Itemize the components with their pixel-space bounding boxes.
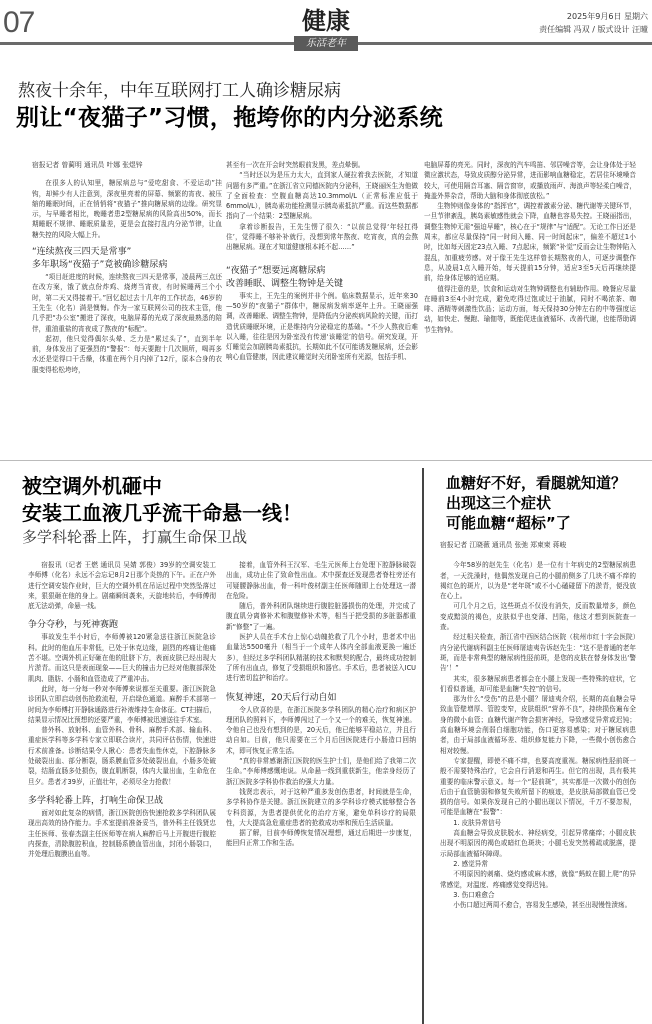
article1-byline: 宿报记者 曾蔺明 通讯员 叶娜 张煜锌 [32,161,143,169]
list-item-text: 不明原因的刺痛、烧灼感或麻木感，就像“蚂蚁在腿上爬”的异常感觉，对温度、疼痛感觉变得迟钝。 [440,870,636,889]
article2-subtitle: 多学科轮番上阵，打赢生命保卫战 [22,528,248,546]
paragraph: 值得注意的是，饮食和运动对生物钟调整也有辅助作用。晚餐应尽量在睡前3至4小时完成，避免吃得过饱或过于油腻，同时不喝浓茶、咖啡、酒精等刺激性饮品；运动方面，每天保持30分钟左右的中等强度运动，如快走、慢跑、瑜伽等，既能促进血液循环、改善代谢，也能帮助调节生物钟。 [424,284,636,334]
list-item-text: 高血糖会导致皮肤脱水、神经病变，引起异常瘙痒；小腿皮肤出现不明原因的褐色或暗红色斑块；小腿毛发突然稀疏或脱落，提示局部血液循环障碍。 [440,829,636,858]
article1-subhead-1a: “连续熬夜三四天是常事” [32,247,132,258]
article2-title-line1: 被空调外机砸中 [22,474,162,498]
article3-title-line2: 出现这三个症状 [446,494,552,512]
article2-subhead-2: 多学科轮番上阵，打响生命保卫战 [28,795,164,806]
paragraph: 那为什么“受伤”的总是小腿？屠迪夷介绍，长期的高血糖会导致血管壁增厚、管腔变窄，皮肤组织“营养不良”，持续损伤遍布全身的微小血管；血糖代谢产物会损害神经，导致感觉异常或迟钝；高血糖环境会削弱白细胞功能，伤口更容易感染；对于糖尿病患者，由于局部血液循环差、组织修复能力下降，一些微小创伤愈合相对较慢。 [440,695,636,755]
paragraph: 据了解，目前李师傅恢复情况理想，通过后期进一步康复，能回归正常工作和生活。 [226,829,416,848]
list-item-heading: 3. 伤口难愈合 [453,890,495,899]
paragraph: 其实，很多糖尿病患者都会在小腿上发现一些特殊的症状，它们看似普通，却可能是血糖“失控”的信号。 [440,674,636,693]
article3-column [440,540,636,1022]
paragraph: 事故发生半小时后，李师傅被120紧急送往浙江医院急诊科。此时的他血压非常低，已处于休克边缘，剧烈的疼痛让他痛苦不堪。空调外机正好砸在他的肚脐下方，表面皮肤已经出现大片淤青。而这只是表面现象——巨大的撞击力已经对他腹部深处肌肉、脂肪、小肠和血管造成了严重冲击。 [28,633,216,683]
article2-subhead-3: 恢复神速，20天后行动自如 [226,692,337,703]
article3-byline: 宿报记者 江晓薇 通讯员 张弛 郑柬柬 蒋峻 [440,541,567,549]
paragraph: 接着，血管外科王汉军、毛生元医师上台处理下腔静脉破裂出血，成功止住了致命性出血。术中探查还发现患者脊柱旁还有可疑腰静脉出血，骨一科叶俊材副主任医师随即上台处理这一潜在危险。 [226,561,416,600]
paragraph: “真的非常感谢浙江医院的医生护士们，是他们给了我第二次生命。”李师傅感慨地说。从命悬一线到重获新生，他亲身经历了浙江医院多学科协作救治的强大力量。 [226,757,416,786]
paragraph: 电脑屏幕的亮光。同时，深夜的汽车鸣笛、邻居噪音等，会让身体处于轻微应激状态，导致皮质醇分泌异常，进而影响血糖稳定，若居住环境噪音较大，可使用隔音耳塞、隔音窗帘，或播放雨声、海浪声等轻柔白噪音，掩盖外界杂音，帮助大脑和身体彻底放松。” [424,161,636,200]
paragraph: 医护人员在手术台上惊心动魄抢救了几个小时，患者术中出血量达5500毫升（相当于一个成年人体内全部血液更换一遍还多），但经过多学科团队精湛的技术和默契的配合，最终成功控制了所有出血点，修复了受损组织和器官。手术后，患者被送入ICU进行密切监护和治疗。 [226,633,416,683]
masthead [0,0,652,52]
article3-title-line3: 可能血糖“超标”了 [446,514,571,532]
column-badge: 乐活老年 [294,36,358,51]
paragraph: 令人欣喜的是，在浙江医院多学科团队的精心治疗和病区护理团队的照料下，李师傅闯过了一个又一个的难关，恢复神速。令他自己也没有想到的是，20天后，他已能够平稳站立，并且行动自如。目前，他只需要在三个月后回医院进行小肠造口回纳术，即可恢复正常生活。 [226,705,416,755]
paragraph: “当时还以为是压力太大，直到家人硬拉着我去医院，才知道问题有多严重。”在浙江省立同德医院内分泌科，王晓丽医生为他做了全面检查：空腹血糖高达10.3mmol/L（正常标准应低于6mmol/L），胰岛素功能检测显示胰岛素抵抗严重。而这些数据都指向了一个结果：2型糖尿病。 [226,171,418,221]
article1-title: 别让“夜猫子”习惯，拖垮你的内分泌系统 [16,105,443,131]
section-divider [0,460,652,461]
paragraph: 宿报讯（记者 王燃 通讯员 吴婧 郭俊）39岁的空调安装工李师傅（化名）永远不会忘记8月2日那个炎热的下午。正在户外进行空调安装作业时，巨大的空调外机在吊运过程中突然坠落过来，狠狠砸在他的身上。剧痛瞬间袭来，天旋地转后，李师傅彻底无法动弹，命悬一线。 [28,561,216,611]
editor-credit: 责任编辑 冯双 / 版式设计 汪曈 [539,25,648,34]
article1-column-2 [226,160,418,458]
paragraph: 拿着诊断报告，王先生愣了很久：“以前总觉得‘年轻扛得住’，觉得睡不够补补就行，没想到常年熬夜、吃宵夜，真的会熬出糖尿病。现在才知道健康根本耗不起……” [226,222,418,252]
list-item-heading: 1. 皮肤异常信号 [453,818,502,827]
paragraph: 起初，他只觉得偶尔头晕、乏力是“累过头了”，直到半年前，身体发出了更强烈的“警报”：每天要跑十几次厕所，喝再多水还是觉得口干舌燥，体重在两个月内掉了12斤，原本合身的衣服变得松松垮垮， [32,334,222,374]
paragraph: 事实上，王先生的案例并非个例。临床数据显示，近年来30—50岁的“夜猫子”群体中，糖尿病发病率逐年上升。王晓丽强调，改善睡眠、调整生物钟，是降低内分泌疾病风险的关键，而打造优质睡眠环境，正是维持内分泌稳定的基础。“不少人熬夜后难以入睡，往往是因为卧室没有传递‘该睡觉’的信号。研究发现，开灯睡觉会加剧胰岛素抵抗，长期如此不仅可能诱发糖尿病，还会影响心血管健康，因此建议睡觉时关闭卧室所有光源，包括手机、 [226,291,418,362]
paragraph: 经过相关检查，浙江省中西医结合医院（杭州市红十字会医院）内分泌代谢病科副主任医师屠迪夷告诉赵先生：“这不是普通的老年斑，而是非常典型的糖尿病性胫前斑，是您的皮肤在替身体发出‘警告’！” [440,633,636,673]
article1-subhead-2b: 改善睡眠、调整生物钟是关键 [226,278,344,289]
article1-subtitle: 熬夜十余年，中年互联网打工人确诊糖尿病 [18,81,341,101]
paragraph: 随后，普外科团队继续进行腹腔脏器损伤的处理，并完成了腹直肌分离修补术和腹壁修补术等，相当于把受损的多脏器都重新“修整”了一遍。 [226,602,416,631]
paragraph: 在很多人的认知里，糖尿病总与“爱吃甜食、不爱运动”挂钩，却鲜少有人注意到，深夜里亮着的屏幕、频繁的宵夜、被压缩的睡眠时间，正在悄悄将“夜猫子”推向糖尿病的边缘。研究显示，与早睡者相比，晚睡者患2型糖尿病的风险高出50%，而长期睡眠不规律、睡眠质量差，更是会直接打乱内分泌节律，让血糖失控的风险大幅上升。 [32,179,222,239]
article3-title-line1: 血糖好不好，看腿就知道？ [446,474,627,492]
section-title: 健康 [302,7,350,35]
article2-column-2 [226,560,416,1022]
paragraph: 此时，每一分每一秒对李师傅来说都至关重要。浙江医院急诊团队立即启动创伤抢救流程，开启绿色通道。麻醉手术部第一时间为李师傅打开静脉通路进行补液维持生命体征。CT扫描后，结果显示情况比预想的还要严重，李师傅被迅速送往手术室。 [28,684,216,724]
article1-subhead-1b: 多年职场“夜猫子”竟被确诊糖尿病 [32,260,168,271]
paragraph: 可几个月之后，这些斑点不仅没有消失，反而数量增多，颜色变成黯淡的褐色，皮肤似乎也变薄、凹陷，他这才想到医院查一查。 [440,602,636,632]
list-item-heading: 2. 感觉异常 [453,859,488,868]
article1-column-1 [32,160,222,458]
paragraph: 普外科、放射科、血管外科、骨科、麻醉手术部、输血科、重症医学科等多学科专家立即联合读片，共同评估伤情，快速进行术前准备。诊断结果令人揪心：患者失血性休克，下腔静脉多处破裂出血、部分断裂，肠系膜血管多处破裂出血，小肠多处破裂，结肠直肠多处损伤，腹直肌断裂，体内大量出血，生命危在旦夕。患者才39岁，正值壮年，必须尽全力抢救！ [28,726,216,786]
article2-title-line2: 安装工血液几乎流干命悬一线！ [22,501,302,525]
paragraph: 面对如此复杂的病情，浙江医院创伤快速抢救多学科团队展现出高效的协作能力。手术室提前准备妥当，普外科主任钱贤忠主任医师、张春杰副主任医师等在病人麻醉后马上开腹进行腹腔内探查，清除腹腔积血，控制肠系膜血管出血，封闭小肠裂口，并处理后腹膜出血等。 [28,808,216,859]
paragraph: 今年58岁的赵先生（化名）是一位有十年病史的2型糖尿病患者，一天洗澡时，他偶然发现自己的小腿前侧多了几块不痛不痒的褐红色的斑片，以为是“老年斑”或不小心磕碰留下的淤青，便没放在心上。 [440,561,636,601]
paragraph: 生物钟则像身体的“指挥官”，调控着激素分泌、糖代谢等关键环节，一旦节律紊乱，胰岛素敏感性就会下降，血糖也容易失控。王晓丽指出，调整生物钟无需“强迫早睡”，核心在于“规律”与“适配”。无论工作日还是周末，都应尽量保持“同一时间入睡、同一时间起床”，偏差不超过1小时，比如每天固定23点入睡、7点起床，频繁“补觉”反而会让生物钟陷入混乱，加重疲劳感。对于像王先生这样曾长期熬夜的人，可逐步调整作息，从凌晨1点入睡开始，每天提前15分钟，适应3至5天后再继续提前，给身体足够的适应期。 [424,202,636,283]
issue-date: 2025年9月6日 星期六 [566,12,648,21]
article1-column-3 [424,160,636,458]
article1-subhead-2a: “夜猫子”想要远离糖尿病 [226,265,326,276]
paragraph: 专家提醒，即使不痛不痒，也要高度重视。糖尿病性胫前斑一般不需要特殊治疗，它会自行消退和再生。但它的出现，具有极其重要的临床警示意义。每一个“胫前斑”，其实都是一次微小的创伤后由于血管脆弱和修复失败所留下的痕迹，是皮肤局部微血管已受损的信号。如果你发现自己的小腿出现以下情况，千万不要忽视，可能是血糖在“报警”： [440,756,636,817]
article2-subhead-1: 争分夺秒，与死神赛跑 [28,620,119,631]
paragraph: 甚至有一次在开会时突然眼前发黑，差点晕倒。 [226,161,365,169]
article2-column-1 [28,560,216,1022]
paragraph: “项目赶进度的时候，连续熬夜三四天是常事，凌晨两三点还在改方案，饿了就点份炸鸡、烧烤当宵夜，有时候睡两三个小时，第二天又得接着干。”回忆起过去十几年的工作状态，46岁的王先生（化名）满是懊悔。作为一家互联网公司的技术主管，他几乎把“办公室”搬进了深夜，电脑屏幕的光成了深夜最熟悉的陪伴，重油重盐的宵夜成了熬夜的“标配”。 [32,273,222,333]
list-item-text: 小伤口超过两周不愈合，容易发生感染，甚至出现慢性溃疡。 [453,901,632,910]
page-number: 07 [3,6,35,39]
column-divider [422,468,424,1024]
paragraph: 钱贤忠表示，对于这种严重多发创伤患者，时间就是生命，多学科协作是关键。浙江医院建立的多学科诊疗模式能够整合各专科资源，为患者提供优化的治疗方案，避免单科诊疗的局限性，大大提高急危重症患者的抢救成功率和预后生活质量。 [226,787,416,827]
